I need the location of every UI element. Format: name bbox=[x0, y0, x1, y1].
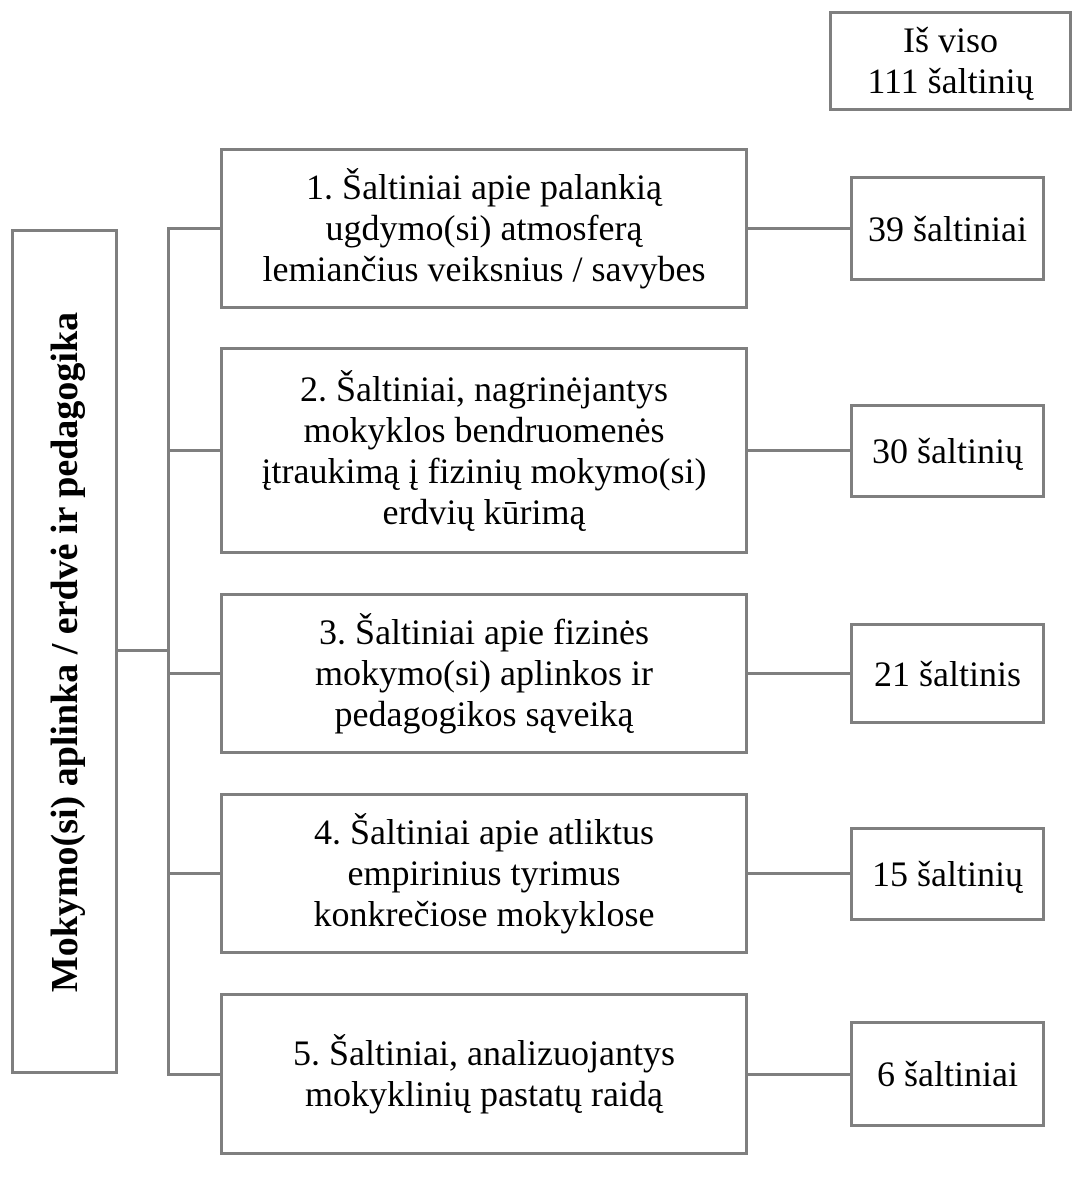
count-label: 39 šaltiniai bbox=[868, 208, 1027, 249]
category-box-4 bbox=[220, 793, 748, 954]
count-box-5 bbox=[850, 1021, 1045, 1127]
category-line: 5. Šaltiniai, analizuojantys bbox=[293, 1033, 675, 1073]
count-label: 21 šaltinis bbox=[873, 653, 1021, 694]
category-box-1 bbox=[220, 148, 748, 309]
count-label: 6 šaltiniai bbox=[877, 1054, 1018, 1094]
branch-line bbox=[167, 872, 221, 875]
branch-line bbox=[167, 449, 221, 452]
count-connector bbox=[747, 672, 851, 675]
category-line: mokyklos bendruomenės bbox=[303, 409, 665, 450]
category-line: 4. Šaltiniai apie atliktus bbox=[314, 812, 654, 852]
category-line: erdvių kūrimą bbox=[382, 491, 586, 532]
total-line-1: Iš viso bbox=[902, 20, 998, 60]
count-box-2 bbox=[850, 404, 1045, 498]
branch-line bbox=[167, 227, 221, 230]
category-line: 2. Šaltiniai, nagrinėjantys bbox=[300, 368, 668, 409]
category-line: lemiančius veiksnius / savybes bbox=[262, 249, 706, 289]
count-box-4 bbox=[850, 827, 1045, 921]
count-connector bbox=[747, 1073, 851, 1076]
count-label: 30 šaltinių bbox=[872, 431, 1023, 471]
trunk-line bbox=[167, 227, 170, 1076]
category-line: mokyklinių pastatų raidą bbox=[305, 1074, 663, 1114]
count-box-1 bbox=[850, 176, 1045, 281]
category-line: mokymo(si) aplinkos ir bbox=[315, 653, 653, 693]
root-connector bbox=[118, 649, 169, 652]
total-box bbox=[829, 11, 1072, 111]
category-line: ugdymo(si) atmosferą bbox=[325, 208, 643, 248]
category-line: įtraukimą į fizinių mokymo(si) bbox=[261, 450, 707, 491]
root-box bbox=[11, 229, 118, 1074]
count-box-3 bbox=[850, 623, 1045, 724]
category-line: empirinius tyrimus bbox=[347, 853, 621, 893]
category-box-2 bbox=[220, 347, 748, 554]
category-box-5 bbox=[220, 993, 748, 1155]
category-line: 1. Šaltiniai apie palankią bbox=[306, 167, 662, 207]
branch-line bbox=[167, 1073, 221, 1076]
count-label: 15 šaltinių bbox=[872, 854, 1023, 894]
root-label: Mokymo(si) aplinka / erdvė ir pedagogika bbox=[43, 311, 86, 992]
count-connector bbox=[747, 449, 851, 452]
category-box-3 bbox=[220, 593, 748, 754]
count-connector bbox=[747, 872, 851, 875]
total-line-2: 111 šaltinių bbox=[867, 61, 1034, 101]
branch-line bbox=[167, 672, 221, 675]
category-line: konkrečiose mokyklose bbox=[313, 894, 655, 934]
category-line: pedagogikos sąveiką bbox=[334, 694, 634, 734]
category-line: 3. Šaltiniai apie fizinės bbox=[319, 612, 649, 652]
count-connector bbox=[747, 227, 851, 230]
